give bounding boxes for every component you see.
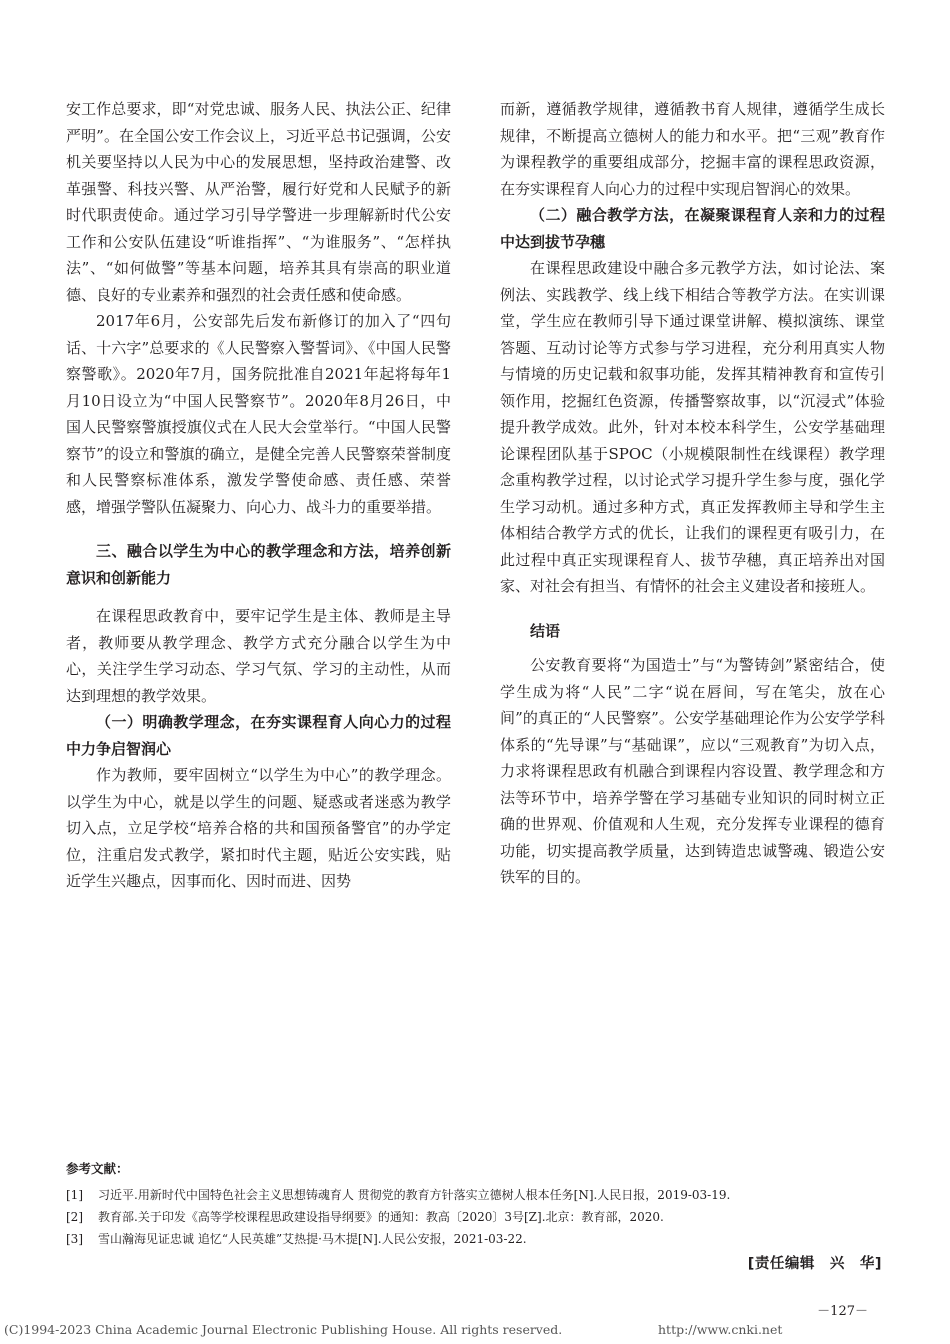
reference-text: 习近平.用新时代中国特色社会主义思想铸魂育人 贯彻党的教育方针落实立德树人根本任务[N].人民日报，2019-03-19. — [98, 1188, 731, 1202]
site-link[interactable]: http://www.cnki.net — [658, 1322, 783, 1337]
references — [66, 1158, 886, 1250]
conclusion-heading: 结语 — [530, 621, 561, 640]
reference-text: 雪山瀚海见证忠诚 追忆“人民英雄”艾热提·马木提[N].人民公安报，2021-03-22. — [98, 1232, 527, 1246]
page-number: －127－ — [817, 1304, 868, 1319]
reference-number: [3] — [66, 1232, 83, 1246]
subsection-heading: （一）明确教学理念，在夯实课程育人向心力的过程中力争启智润心 — [66, 713, 451, 758]
body-paragraph: 作为教师，要牢固树立“以学生为中心”的教学理念。以学生为中心，就是以学生的问题、疑惑或者迷惑为教学切入点，立足学校“培养合格的共和国预备警官”的办学定位，注重启发式教学，紧扣时代主题，贴近公安实践，贴近学生兴趣点，因事而化、因时而进、因势 — [66, 766, 451, 890]
reference-number: [1] — [66, 1188, 83, 1202]
reference-text: 教育部.关于印发《高等学校课程思政建设指导纲要》的通知：教高〔2020〕3号[Z].北京：教育部，2020. — [98, 1210, 664, 1224]
subsection-heading: （二）融合教学方法，在凝聚课程育人亲和力的过程中达到拔节孕穗 — [500, 206, 885, 251]
body-paragraph: 2017年6月，公安部先后发布新修订的加入了“四句话、十六字”总要求的《人民警察入警誓词》、《中国人民警察警歌》。2020年7月，国务院批准自2021年起将每年1月10日设立为“中国人民警察节”。2020年8月26日，中国人民警察警旗授旗仪式在人民大会堂举行。“中国人民警察节”的设立和警旗的确立，是健全完善人民警察荣誉制度和人民警察标准体系，激发学警使命感、责任感、荣誉感，增强学警队伍凝聚力、向心力、战斗力的重要举措。 — [66, 312, 451, 516]
body-paragraph: 安工作总要求，即“对党忠诚、服务人民、执法公正、纪律严明”。在全国公安工作会议上，习近平总书记强调，公安机关要坚持以人民为中心的发展思想，坚持政治建警、改革强警、科技兴警、从严治警，履行好党和人民赋予的新时代职责使命。通过学习引导学警进一步理解新时代公安工作和公安队伍建设“听谁指挥”、“为谁服务”、“怎样执法”、“如何做警”等基本问题，培养其具有崇高的职业道德、良好的专业素养和强烈的社会责任感和使命感。 — [66, 100, 451, 304]
copyright-footer — [4, 1322, 783, 1337]
body-paragraph: 而新，遵循教学规律，遵循教书育人规律，遵循学生成长规律，不断提高立德树人的能力和水平。把“三观”教育作为课程教学的重要组成部分，挖掘丰富的课程思政资源，在夯实课程育人向心力的过程中实现启智润心的效果。 — [500, 100, 885, 198]
left-column — [66, 96, 451, 895]
copyright-text: (C)1994-2023 China Academic Journal Electronic Publishing House. All rights reserved. — [4, 1322, 563, 1337]
reference-item — [66, 1184, 886, 1206]
reference-item — [66, 1228, 886, 1250]
references-title: 参考文献： — [66, 1161, 129, 1176]
body-paragraph: 在课程思政建设中融合多元教学方法，如讨论法、案例法、实践教学、线上线下相结合等教学方法。在实训课堂，学生应在教师引导下通过课堂讲解、模拟演练、课堂答题、互动讨论等方式参与学习进程，充分利用真实人物与情境的历史记载和叙事功能，发挥其精神教育和宣传引领作用，挖掘红色资源，传播警察故事，以“沉浸式”体验提升教学成效。此外，针对本校本科学生，公安学基础理论课程团队基于SPOC（小规模限制性在线课程）教学理念重构教学过程，以讨论式学习提升学生参与度，强化学生学习动机。通过多种方式，真正发挥教师主导和学生主体相结合教学方式的优长，让我们的课程更有吸引力，在此过程中真正实现课程育人、拔节孕穗，真正培养出对国家、对社会有担当、有情怀的社会主义建设者和接班人。 — [500, 259, 885, 595]
right-column — [500, 96, 885, 891]
responsible-editor: [责任编辑 兴 华] — [747, 1256, 882, 1272]
reference-number: [2] — [66, 1210, 83, 1224]
section-heading: 三、融合以学生为中心的教学理念和方法，培养创新意识和创新能力 — [66, 542, 451, 587]
body-paragraph: 公安教育要将“为国造士”与“为警铸剑”紧密结合，使学生成为将“人民”二字“说在唇间，写在笔尖，放在心间”的真正的“人民警察”。公安学基础理论作为公安学学科体系的“先导课”与“基础课”，应以“三观教育”为切入点，力求将课程思政有机融合到课程内容设置、教学理念和方法等环节中，培养学警在学习基础专业知识的同时树立正确的世界观、价值观和人生观，充分发挥专业课程的德育功能，切实提高教学质量，达到铸造忠诚警魂、锻造公安铁军的目的。 — [500, 656, 885, 886]
body-paragraph: 在课程思政教育中，要牢记学生是主体、教师是主导者，教师要从教学理念、教学方式充分融合以学生为中心，关注学生学习动态、学习气氛、学习的主动性，从而达到理想的教学效果。 — [66, 607, 451, 705]
reference-item — [66, 1206, 886, 1228]
